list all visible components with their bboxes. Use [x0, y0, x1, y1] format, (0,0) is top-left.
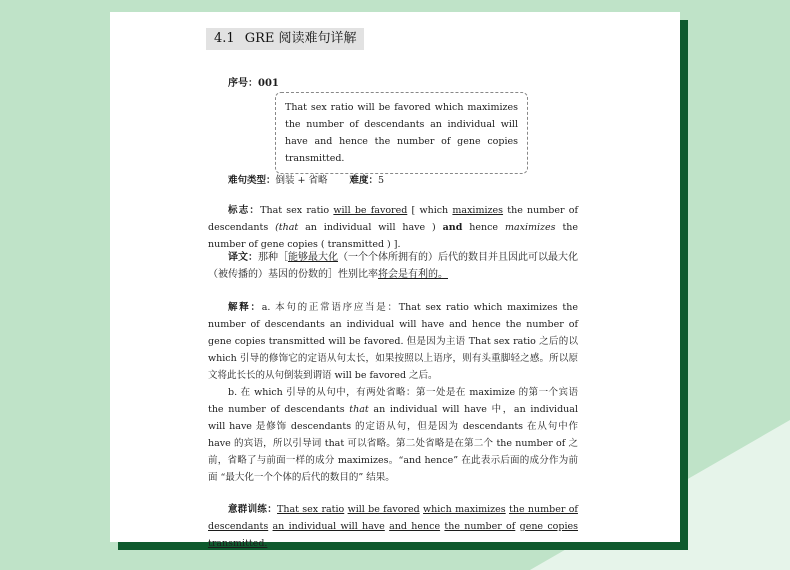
- training-chunk: will be favored: [347, 504, 420, 515]
- explanation-part-a: a. 本句的正常语序应当是：That sex ratio which maximizes the number of descendants an individual will have and hence the number of gene copies transmitted will be favored. 但是因为主语 That sex ratio 之后的以 which 引导的修饰它的定语从句太长，如果按照以上语序，则有头重脚轻之感。所以原文将此长长的从句倒装到谓语 will be favored 之后。: [208, 302, 578, 381]
- training-chunk: the number of: [444, 521, 516, 532]
- translation-underline: 能够最大化: [288, 252, 338, 263]
- training-chunk: gene copies transmitted.: [208, 521, 579, 549]
- marker-paragraph: [208, 202, 578, 253]
- marker-text: That sex ratio: [260, 205, 334, 216]
- explanation-label: 解释：: [228, 302, 262, 313]
- translation-paragraph: [208, 249, 578, 283]
- marker-predicate: will be favored: [333, 205, 408, 216]
- quote-box: That sex ratio will be favored which maximizes the number of descendants an individual will have and hence the number of gene copies transmitted.: [275, 92, 528, 174]
- translation-label: 译文：: [228, 252, 258, 263]
- document-page: [110, 12, 680, 549]
- marker-omitted: (that: [275, 222, 299, 233]
- marker-text: [ which: [407, 205, 453, 216]
- sentence-meta: [228, 172, 384, 186]
- marker-label: 标志：: [228, 205, 261, 216]
- translation-underline: 将会是有利的。: [378, 269, 448, 280]
- section-title-text: GRE 阅读难句详解: [244, 31, 357, 46]
- training-chunk: That sex ratio: [277, 504, 345, 515]
- section-heading: [206, 28, 364, 50]
- explanation-part-b: b. 在 which 引导的从句中，有两处省略：第一处是在 maximize 的第一个宾语 the number of descendants: [208, 387, 578, 415]
- training-chunk: which maximizes: [423, 504, 506, 515]
- marker-text: the number of gene copies ( transmitted ) ].: [208, 222, 579, 250]
- training-chunk: and hence: [389, 521, 441, 532]
- section-number: 4.1: [214, 31, 235, 46]
- difficulty-value: 5: [378, 175, 385, 186]
- translation-text: （一个个体所拥有的）后代的数目并且因此可以最大化（被传播的）基因的份数的］性别比率: [208, 252, 578, 280]
- type-value: 倒装 + 省略: [275, 175, 328, 186]
- translation-text: 那种［: [258, 252, 288, 263]
- training-paragraph: [208, 501, 578, 552]
- explanation-paragraph: [208, 299, 578, 486]
- difficulty-label: 难度：: [349, 175, 379, 186]
- type-label: 难句类型：: [228, 175, 276, 186]
- explanation-part-b-rest: an individual will have 中，an individual will have 是修饰 descendants 的定语从句，但是因为 descendants 在从句中作 have 的宾语，所以引导词 that 可以省略。第二处省略是在第二个 the number of 之前，省略了与前面一样的成分 maximizes。“and hence” 在此表示后面的成分作为前面 “最大化一个个体的后代的数目的” 结果。: [208, 404, 578, 483]
- marker-text: an individual will have ): [298, 222, 443, 233]
- training-chunk: the number of descendants: [208, 504, 578, 532]
- training-chunk: an individual will have: [272, 521, 385, 532]
- marker-omitted: maximizes: [504, 222, 556, 233]
- marker-conjunction: and: [442, 222, 463, 233]
- training-label: 意群训练：: [228, 504, 278, 515]
- serial-number: 序号：001: [228, 78, 279, 89]
- marker-verb: maximizes: [452, 205, 504, 216]
- marker-text: the number of descendants: [208, 205, 578, 233]
- marker-text: hence: [462, 222, 505, 233]
- explanation-that: that: [349, 404, 369, 415]
